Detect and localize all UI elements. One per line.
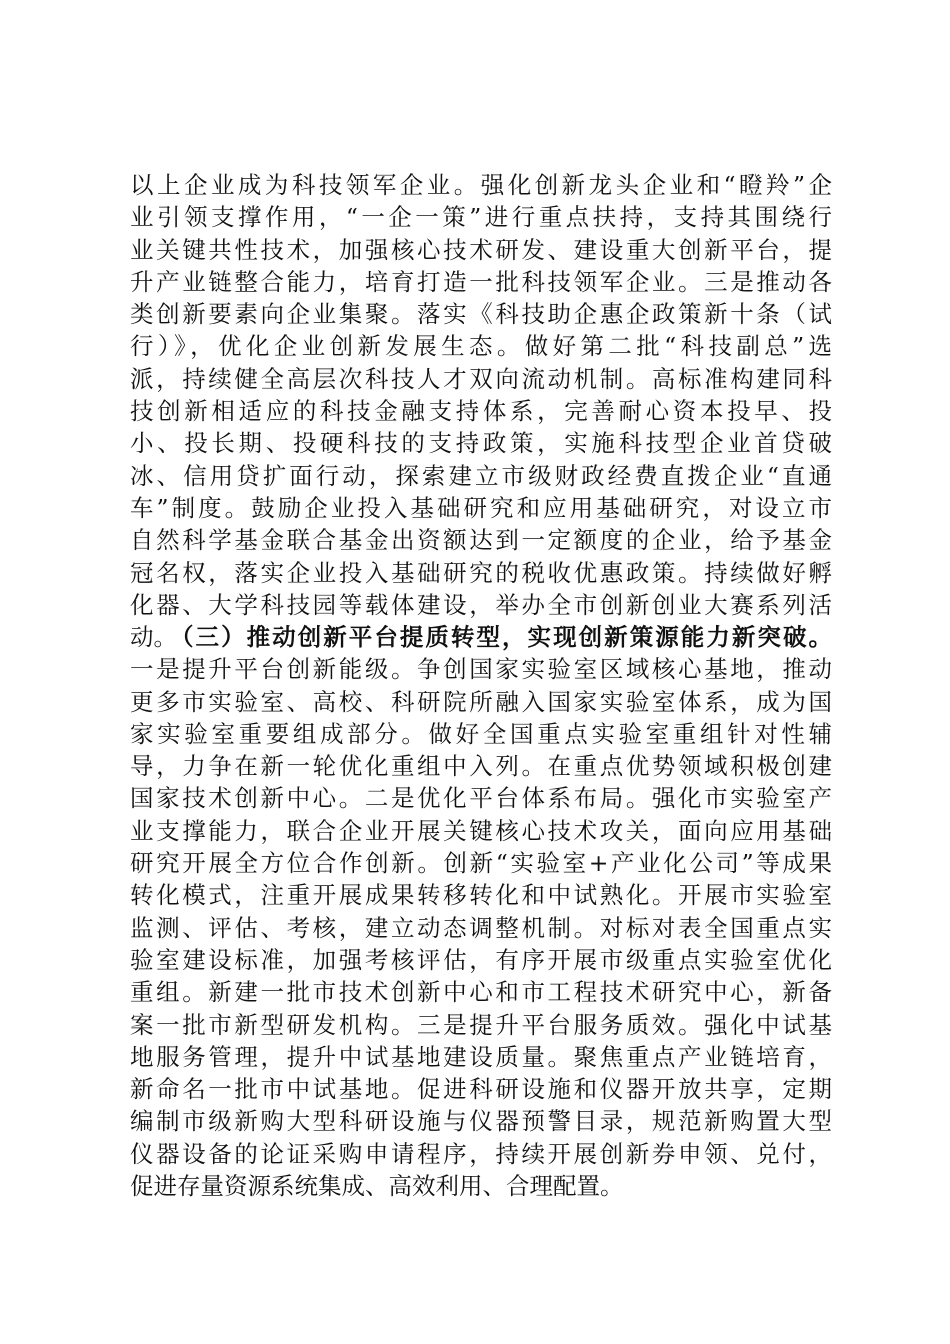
- paragraph-line: 业引领支撑作用，“一企一策”进行重点扶持，支持其围绕行: [130, 203, 832, 232]
- paragraph-line: 动。: [130, 623, 177, 652]
- paragraph-line: 地服务管理，提升中试基地建设质量。聚焦重点产业链培育，: [130, 1042, 832, 1071]
- paragraph-line: 促进存量资源系统集成、高效利用、合理配置。: [130, 1172, 624, 1201]
- paragraph-line: 行）》，优化企业创新发展生态。做好第二批“科技副总”选: [130, 332, 832, 361]
- paragraph-line: 派，持续健全高层次科技人才双向流动机制。高标准构建同科: [130, 364, 832, 393]
- paragraph-line: 重组。新建一批市技术创新中心和市工程技术研究中心，新备: [130, 978, 832, 1007]
- paragraph-line: 导，力争在新一轮优化重组中入列。在重点优势领域积极创建: [130, 752, 832, 781]
- paragraph-line: 家实验室重要组成部分。做好全国重点实验室重组针对性辅: [130, 719, 832, 748]
- paragraph-line: 一是提升平台创新能级。争创国家实验室区域核心基地，推动: [130, 655, 832, 684]
- paragraph-line: 升产业链整合能力，培育打造一批科技领军企业。三是推动各: [130, 267, 832, 296]
- paragraph-line: 编制市级新购大型科研设施与仪器预警目录，规范新购置大型: [130, 1107, 832, 1136]
- paragraph-line: 业关键共性技术，加强核心技术研发、建设重大创新平台，提: [130, 235, 832, 264]
- paragraph-line: 监测、评估、考核，建立动态调整机制。对标对表全国重点实: [130, 913, 832, 942]
- paragraph-line: 冠名权，落实企业投入基础研究的税收优惠政策。持续做好孵: [130, 558, 832, 587]
- paragraph-line: 验室建设标准，加强考核评估，有序开展市级重点实验室优化: [130, 945, 832, 974]
- paragraph-line: 研究开展全方位合作创新。创新“实验室+产业化公司”等成果: [130, 849, 832, 878]
- section-heading: [130, 621, 832, 653]
- paragraph-line: 案一批市新型研发机构。三是提升平台服务质效。强化中试基: [130, 1010, 832, 1039]
- paragraph-line: 化器、大学科技园等载体建设，举办全市创新创业大赛系列活: [130, 590, 832, 619]
- paragraph-line: 新命名一批市中试基地。促进科研设施和仪器开放共享，定期: [130, 1075, 832, 1104]
- paragraph-1: [130, 169, 832, 653]
- paragraph-line: 类创新要素向企业集聚。落实《科技助企惠企政策新十条（试: [130, 300, 832, 329]
- paragraph-line: 国家技术创新中心。二是优化平台体系布局。强化市实验室产: [130, 784, 832, 813]
- paragraph-line: 小、投长期、投硬科技的支持政策，实施科技型企业首贷破: [130, 429, 832, 458]
- section-heading-text: （三）推动创新平台提质转型，实现创新策源能力新突破。: [170, 623, 832, 651]
- paragraph-2: [130, 621, 832, 1202]
- paragraph-line: 技创新相适应的科技金融支持体系，完善耐心资本投早、投: [130, 397, 832, 426]
- paragraph-line: 自然科学基金联合基金出资额达到一定额度的企业，给予基金: [130, 526, 832, 555]
- paragraph-line: 更多市实验室、高校、科研院所融入国家实验室体系，成为国: [130, 687, 832, 716]
- paragraph-line: 业支撑能力，联合企业开展关键核心技术攻关，面向应用基础: [130, 816, 832, 845]
- paragraph-line: 仪器设备的论证采购申请程序，持续开展创新券申领、兑付，: [130, 1139, 832, 1168]
- paragraph-line: 冰、信用贷扩面行动，探索建立市级财政经费直拨企业“直通: [130, 461, 832, 490]
- paragraph-line: 以上企业成为科技领军企业。强化创新龙头企业和“瞪羚”企: [130, 171, 832, 199]
- paragraph-line: 转化模式，注重开展成果转移转化和中试熟化。开展市实验室: [130, 881, 832, 910]
- paragraph-line: 车”制度。鼓励企业投入基础研究和应用基础研究，对设立市: [130, 493, 832, 522]
